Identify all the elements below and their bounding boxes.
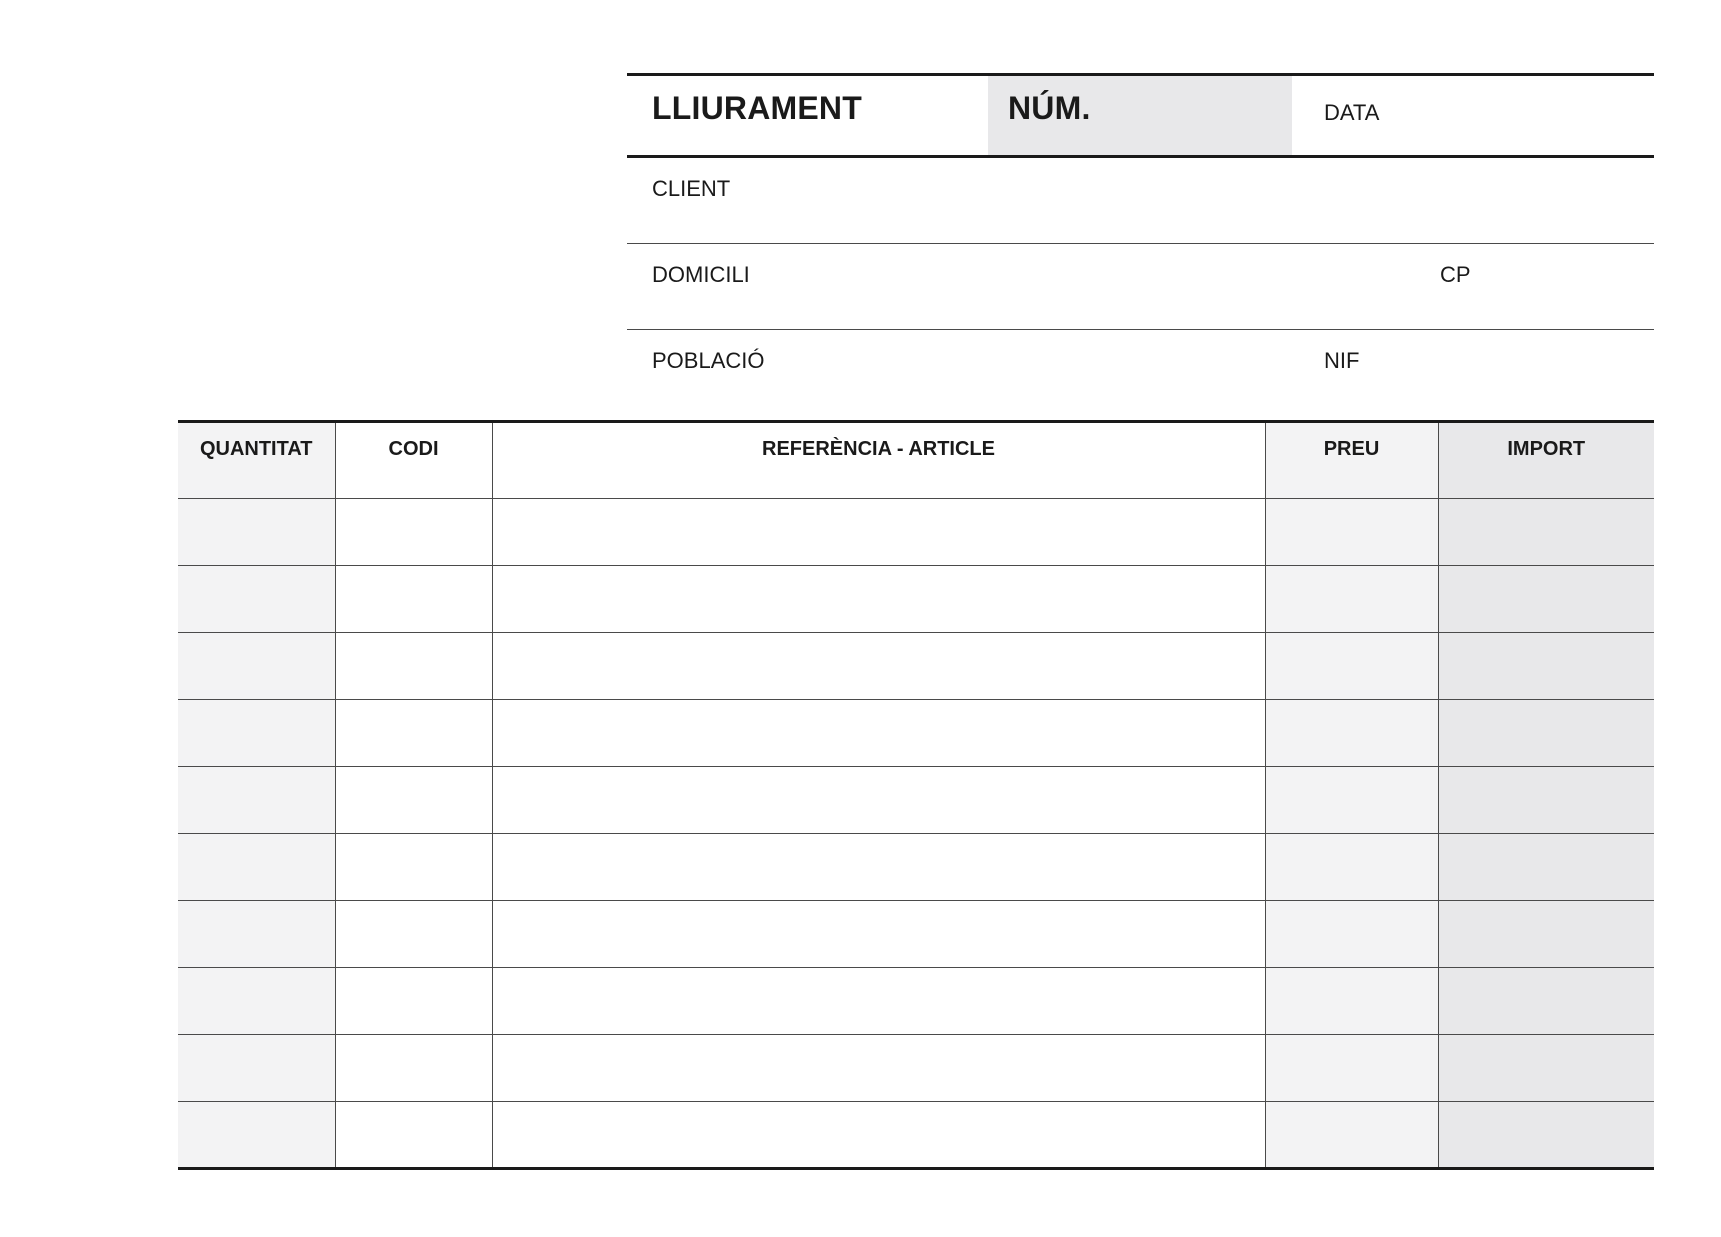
client-row[interactable] — [627, 158, 1654, 244]
import-cell[interactable] — [1438, 633, 1654, 700]
delivery-header — [627, 73, 1654, 416]
quantity-cell[interactable] — [178, 566, 335, 633]
postcode-label: CP — [1440, 262, 1471, 287]
code-cell[interactable] — [335, 968, 492, 1035]
quantity-cell[interactable] — [178, 834, 335, 901]
code-cell[interactable] — [335, 1102, 492, 1169]
quantity-cell[interactable] — [178, 1102, 335, 1169]
reference-cell[interactable] — [492, 767, 1265, 834]
code-cell[interactable] — [335, 1035, 492, 1102]
reference-cell[interactable] — [492, 499, 1265, 566]
reference-cell[interactable] — [492, 1035, 1265, 1102]
column-header-quantity: QUANTITAT — [178, 422, 335, 499]
table-row — [178, 633, 1654, 700]
address-row[interactable] — [627, 244, 1654, 330]
items-table — [178, 420, 1654, 1170]
table-row — [178, 1102, 1654, 1169]
number-label: NÚM. — [1008, 90, 1091, 126]
title-row — [627, 73, 1654, 158]
import-cell[interactable] — [1438, 1102, 1654, 1169]
quantity-cell[interactable] — [178, 901, 335, 968]
price-cell[interactable] — [1265, 633, 1438, 700]
code-cell[interactable] — [335, 566, 492, 633]
town-row[interactable] — [627, 330, 1654, 416]
reference-cell[interactable] — [492, 566, 1265, 633]
column-header-price: PREU — [1265, 422, 1438, 499]
code-cell[interactable] — [335, 767, 492, 834]
price-cell[interactable] — [1265, 1102, 1438, 1169]
table-row — [178, 767, 1654, 834]
tax-id-label: NIF — [1324, 348, 1360, 373]
reference-cell[interactable] — [492, 1102, 1265, 1169]
import-cell[interactable] — [1438, 767, 1654, 834]
code-cell[interactable] — [335, 633, 492, 700]
column-header-import: IMPORT — [1438, 422, 1654, 499]
reference-cell[interactable] — [492, 633, 1265, 700]
price-cell[interactable] — [1265, 767, 1438, 834]
price-cell[interactable] — [1265, 1035, 1438, 1102]
price-cell[interactable] — [1265, 499, 1438, 566]
price-cell[interactable] — [1265, 834, 1438, 901]
import-cell[interactable] — [1438, 901, 1654, 968]
price-cell[interactable] — [1265, 700, 1438, 767]
quantity-cell[interactable] — [178, 633, 335, 700]
price-cell[interactable] — [1265, 901, 1438, 968]
table-row — [178, 700, 1654, 767]
import-cell[interactable] — [1438, 834, 1654, 901]
import-cell[interactable] — [1438, 566, 1654, 633]
quantity-cell[interactable] — [178, 499, 335, 566]
items-body — [178, 499, 1654, 1169]
document-title: LLIURAMENT — [652, 90, 862, 126]
reference-cell[interactable] — [492, 901, 1265, 968]
import-cell[interactable] — [1438, 499, 1654, 566]
address-label: DOMICILI — [652, 262, 750, 287]
reference-cell[interactable] — [492, 700, 1265, 767]
code-cell[interactable] — [335, 901, 492, 968]
table-row — [178, 968, 1654, 1035]
table-row — [178, 566, 1654, 633]
code-cell[interactable] — [335, 834, 492, 901]
table-row — [178, 499, 1654, 566]
table-row — [178, 834, 1654, 901]
price-cell[interactable] — [1265, 968, 1438, 1035]
price-cell[interactable] — [1265, 566, 1438, 633]
column-header-code: CODI — [335, 422, 492, 499]
import-cell[interactable] — [1438, 968, 1654, 1035]
town-label: POBLACIÓ — [652, 348, 765, 373]
table-row — [178, 901, 1654, 968]
items-header-row — [178, 422, 1654, 499]
quantity-cell[interactable] — [178, 767, 335, 834]
column-header-reference: REFERÈNCIA - ARTICLE — [492, 422, 1265, 499]
import-cell[interactable] — [1438, 1035, 1654, 1102]
quantity-cell[interactable] — [178, 1035, 335, 1102]
code-cell[interactable] — [335, 499, 492, 566]
code-cell[interactable] — [335, 700, 492, 767]
import-cell[interactable] — [1438, 700, 1654, 767]
table-row — [178, 1035, 1654, 1102]
quantity-cell[interactable] — [178, 968, 335, 1035]
quantity-cell[interactable] — [178, 700, 335, 767]
date-label: DATA — [1324, 100, 1380, 125]
reference-cell[interactable] — [492, 968, 1265, 1035]
client-label: CLIENT — [652, 176, 731, 201]
reference-cell[interactable] — [492, 834, 1265, 901]
